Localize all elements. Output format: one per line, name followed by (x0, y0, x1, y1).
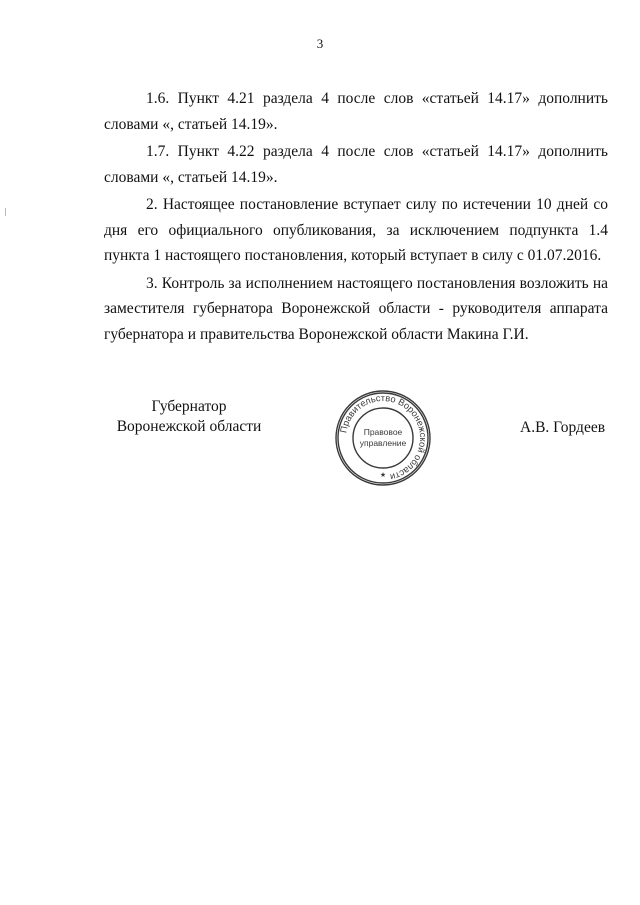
signatory-title-line-1: Губернатор (151, 398, 227, 415)
seal-center-line-2: управление (359, 438, 407, 448)
paragraph-2: 2. Настоящее постановление вступает силу по истечении 10 дней со дня его официального опубликования, за исключением подпункта 1.4 пункта 1 настоящего постановления, который вступает в силу с 01.07.2016. (104, 196, 608, 264)
document-body (104, 86, 608, 347)
margin-mark (5, 208, 6, 216)
seal-star-icon: ★ (379, 471, 387, 479)
signatory-title-line-2: Воронежской области (116, 418, 262, 435)
seal-center-line-1: Правовое (363, 427, 403, 437)
page-number: 3 (316, 36, 324, 51)
signatory-name: А.В. Гордеев (520, 419, 606, 436)
paragraph-3: 3. Контроль за исполнением настоящего постановления возложить на заместителя губернатора Воронежской области - руководителя аппарата губернатора и правительства Воронежской области Макина Г.И. (104, 274, 608, 343)
paragraph-1-6: 1.6. Пункт 4.21 раздела 4 после слов «статьей 14.17» дополнить словами «, статьей 14.19». (104, 90, 608, 133)
official-seal-stamp (333, 388, 433, 488)
signatory-title (104, 397, 274, 437)
seal-ring-textpath: Правительство Воронежской области (338, 392, 429, 483)
paragraph-1-7: 1.7. Пункт 4.22 раздела 4 после слов «статьей 14.17» дополнить словами «, статьей 14.19». (104, 143, 608, 186)
